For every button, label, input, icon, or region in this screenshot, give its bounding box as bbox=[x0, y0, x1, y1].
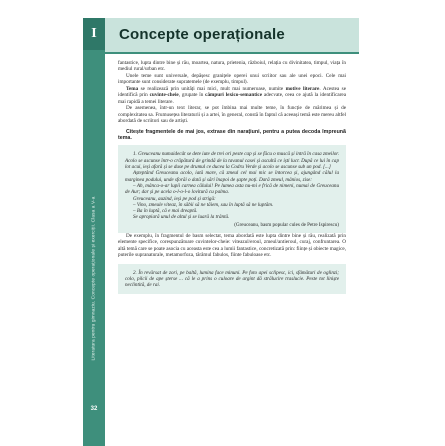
term-tema: Tema bbox=[126, 85, 139, 92]
page-number: 32 bbox=[90, 406, 98, 412]
analysis-paragraph: De exemplu, în fragmentul de basm selectat, tema abordată este lupta dintre bine și rău, realizată prin elemente specifice, corespunzătoare cuvintelor-cheie: viteazul/eroul, zmeul/antieroul, curaj, confruntarea. O altă temă care se poate asocia cu aceasta este cea a lumii fantastice, concretizată prin: ființe și obiecte magice, puterile supranaturale, metamorfoza, tărâmul fabulos, fiinte fabuloase etc. bbox=[118, 233, 346, 259]
section-header bbox=[105, 18, 359, 52]
page-title: Concepte operaționale bbox=[119, 26, 285, 43]
text-run: . Acestea se identifică prin bbox=[118, 85, 347, 99]
excerpt-line: – Vino, zmeule viteaz, în săbii să ne tăiem, sau în luptă să ne luptăm. bbox=[133, 201, 274, 208]
body-paragraph: Unele teme sunt universale, depășesc granițele operei unui scriitor sau ale unei epoci. Cele mai importante sunt considerate supratemele (de exemplu, timpul). bbox=[118, 72, 346, 86]
excerpt-line: – Ba în luptă, că e mai dreaptă. bbox=[133, 208, 198, 215]
chapter-side-band bbox=[83, 18, 105, 446]
vertical-book-title-text: Literatura pentru gimnaziu. Concepte operaționale și exerciții. Clasa a V-a bbox=[91, 195, 97, 361]
excerpt-line: Greuceanu, auzind, ieși pe pod și strigă: bbox=[133, 195, 216, 202]
excerpt-source: (Greuceanu, basm popular cules de Petre Ispirescu) bbox=[234, 221, 339, 228]
excerpt-line: 2. În revărsat de zori, pe baltă, lumina face minuni. Pe foto apei sclipesc, ici, sfâmături de oglinzi; colo, pilcii de ape șterse ... că le a prins o culoare de argint dă strălucire traslucie. Peste tot liniște neclintită, de rai. bbox=[125, 269, 339, 289]
text-run: se realizează prin unități mai mici, mult mai numeroase, numite bbox=[138, 85, 286, 92]
excerpt-line: 1. Greuceanu numaidecât se dete iute de trei ori peste cap și se făcu o muscă și intră în casa zmeilor. Acolo se ascunse într-o crăpătură de grindă de la tavanul casei și ascultă ce iști lucr. După ce lui în cap lot acui, ieși afară și se duse pe drumul ce ducea la Codru Verde și acolo se ascunse sub un pod. [...] bbox=[125, 151, 339, 171]
excerpt-box-1 bbox=[118, 145, 346, 233]
excerpt-line: Așteptând Greuceanu acolo, iată mare, că zmeul cel mai mic se întorcea și, ajungând călul la marginea podului, unde sforăi o dată și sări înapoi de șapte poți. Dară zmeul, mânios, zise: bbox=[125, 170, 339, 183]
excerpt-box-2 bbox=[118, 264, 346, 294]
term-campuri: câmpuri lexico-semantice bbox=[205, 92, 263, 99]
excerpt-line: – Ah, mânca-o-ar lupii carnea călului! Pe lumea asta nu-mi e frică de nimeni, numai de Greuceanu de Aur; dar și pe acela o-l-o-l-o lovitură cu palma. bbox=[125, 182, 339, 196]
body-paragraph bbox=[118, 86, 346, 105]
header-divider bbox=[105, 52, 359, 54]
text-run: , grupate în bbox=[178, 92, 206, 99]
body-paragraph: fantastice, lupta dintre bine și rău, moartea, natura, prietenia, războiul, relația cu divinitatea, timpul, viața în mediul rural/urban etc. bbox=[118, 60, 346, 73]
term-cuvinte-cheie: cuvinte-cheie bbox=[149, 92, 179, 99]
chapter-numeral-badge: I bbox=[83, 18, 105, 50]
main-text bbox=[118, 60, 346, 294]
term-motive: motive literare bbox=[285, 85, 320, 92]
excerpt-line: Se apropiară unul de altul și se luară la trântă. bbox=[133, 214, 230, 221]
body-paragraph: De asemenea, într-un text literar, se pot îmbina mai multe teme, în funcție de mărimea și de complexitatea sa. Frumusețea literaturii și a artei, în general, constă în faptul că aceeași temă este mereu altfel abordată de scriitori sau de artiști. bbox=[118, 105, 346, 125]
text-run: adecvate, ceea ce ajută la identificarea mai rapidă a temei literare. bbox=[118, 92, 347, 105]
task-instruction: Citește fragmentele de mai jos, extrase din narațiuni, pentru a putea decoda împreună tema. bbox=[118, 128, 346, 141]
vertical-book-title bbox=[83, 138, 105, 418]
